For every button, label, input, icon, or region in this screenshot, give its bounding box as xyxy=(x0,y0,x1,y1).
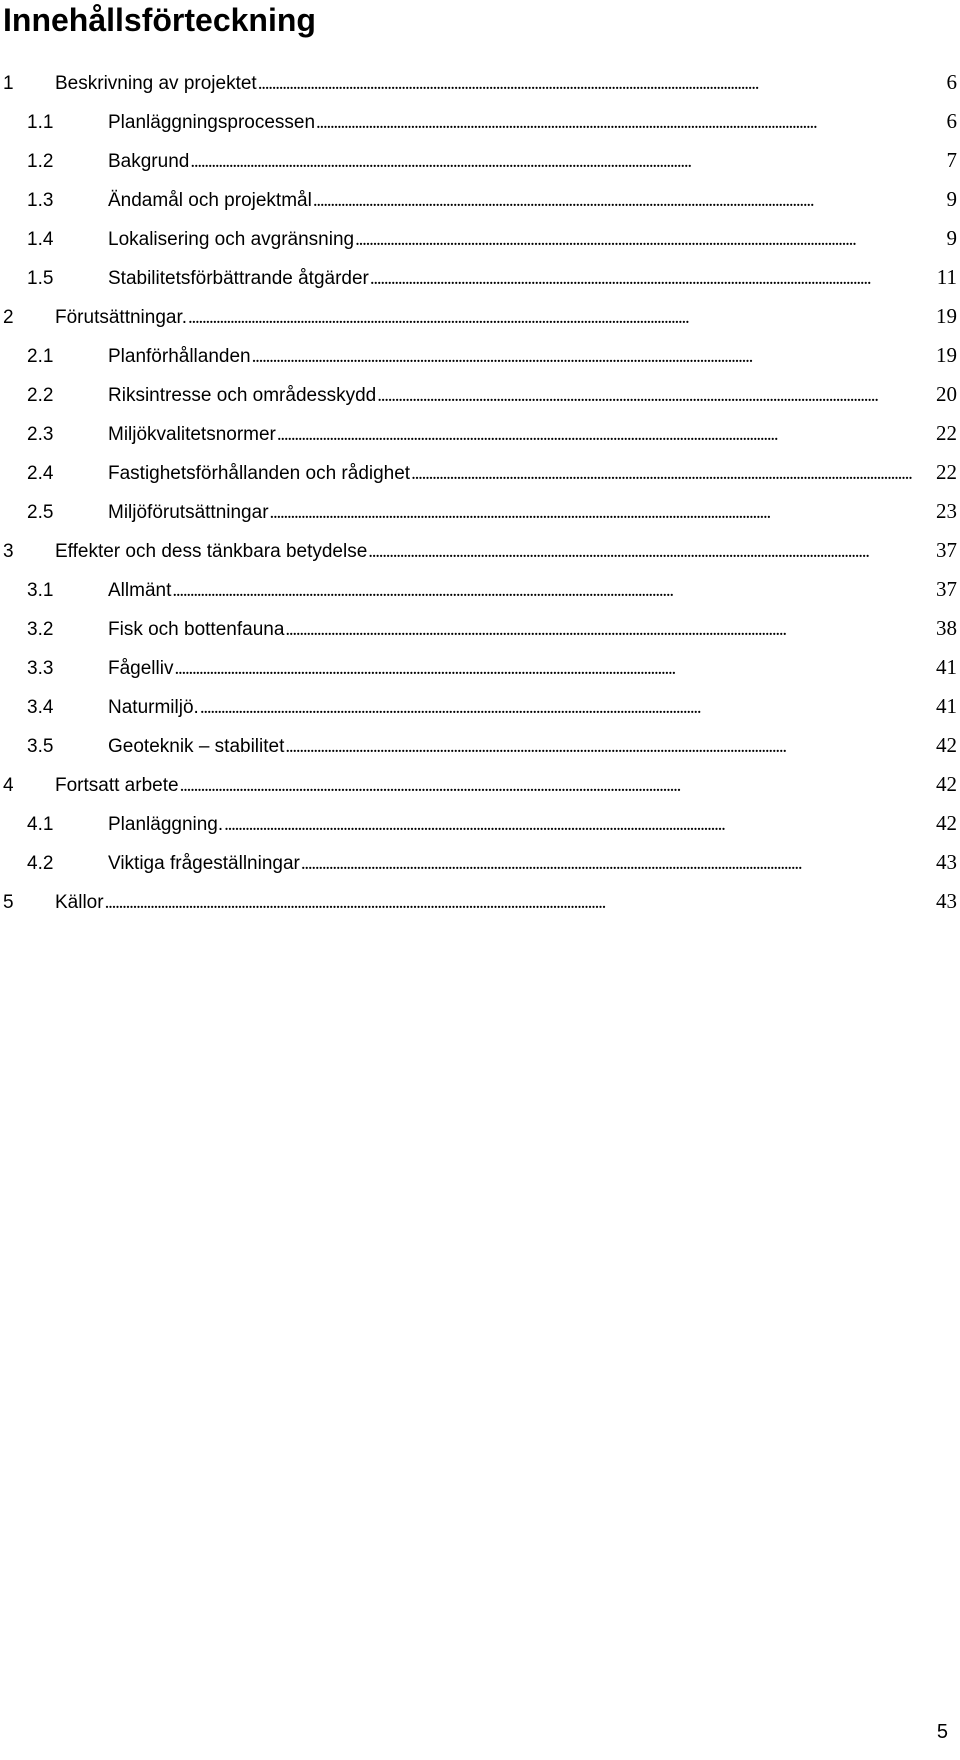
toc-entry-line xyxy=(27,804,957,843)
toc-entry-number: 2 xyxy=(3,307,14,328)
toc-entry[interactable] xyxy=(0,219,960,258)
toc-entry-line xyxy=(27,180,957,219)
toc-entry-title: Miljöförutsättningar xyxy=(108,502,269,523)
toc-entry[interactable] xyxy=(0,804,960,843)
toc-entry-title: Beskrivning av projektet xyxy=(55,73,257,94)
toc-entry-page: 41 xyxy=(936,655,957,679)
toc-entry-line xyxy=(27,375,957,414)
toc-entry-title: Förutsättningar. xyxy=(55,307,188,328)
toc-dot-leader xyxy=(276,415,935,453)
toc-dot-leader xyxy=(376,376,935,414)
toc-entry[interactable] xyxy=(0,726,960,765)
toc-entry[interactable] xyxy=(0,414,960,453)
toc-entry[interactable] xyxy=(0,258,960,297)
toc-entry-line xyxy=(27,453,957,492)
toc-entry-line xyxy=(27,843,957,882)
toc-entry[interactable] xyxy=(0,453,960,492)
toc-entry[interactable] xyxy=(0,765,960,804)
toc-entry[interactable] xyxy=(0,843,960,882)
toc-entry-title: Planförhållanden xyxy=(108,346,251,367)
toc-entry[interactable] xyxy=(0,63,960,102)
toc-entry[interactable] xyxy=(0,336,960,375)
toc-dot-leader xyxy=(300,844,935,882)
toc-entry-number: 2.2 xyxy=(27,385,54,406)
toc-entry-line xyxy=(27,258,957,297)
toc-entry-number: 3.4 xyxy=(27,697,54,718)
toc-entry-line xyxy=(3,765,957,804)
toc-entry-title: Fågelliv xyxy=(108,658,174,679)
toc-entry-title: Fortsatt arbete xyxy=(55,775,179,796)
toc-entry-line xyxy=(27,570,957,609)
toc-dot-leader xyxy=(410,454,935,492)
toc-entry-line xyxy=(3,531,957,570)
toc-dot-leader xyxy=(367,532,935,570)
toc-entry[interactable] xyxy=(0,102,960,141)
toc-entry[interactable] xyxy=(0,375,960,414)
toc-entry-page: 9 xyxy=(946,226,957,250)
toc-dot-leader xyxy=(171,571,935,609)
toc-entry-number: 1.5 xyxy=(27,268,54,289)
toc-dot-leader xyxy=(251,337,935,375)
toc-entry-title: Riksintresse och områdesskydd xyxy=(108,385,377,406)
toc-entry-number: 5 xyxy=(3,892,14,913)
toc-entry-title: Allmänt xyxy=(108,580,172,601)
toc-entry-line xyxy=(27,687,957,726)
toc-entry-page: 11 xyxy=(936,265,957,289)
toc-entry-page: 6 xyxy=(946,70,957,94)
toc-dot-leader xyxy=(312,181,946,219)
toc-entry[interactable] xyxy=(0,531,960,570)
toc-dot-leader xyxy=(199,688,935,726)
page-number: 5 xyxy=(936,1721,948,1743)
toc-entry-page: 37 xyxy=(936,538,957,562)
toc-entry-title: Fastighetsförhållanden och rådighet xyxy=(108,463,411,484)
toc-dot-leader xyxy=(354,220,945,258)
toc-entry-line xyxy=(27,141,957,180)
toc-dot-leader xyxy=(187,298,935,336)
toc-dot-leader xyxy=(284,610,935,648)
toc-entry[interactable] xyxy=(0,570,960,609)
toc-entry-title: Effekter och dess tänkbara betydelse xyxy=(55,541,368,562)
toc-entry-page: 9 xyxy=(946,187,957,211)
toc-entry-title: Lokalisering och avgränsning xyxy=(108,229,355,250)
toc-dot-leader xyxy=(369,259,936,297)
toc-entry-title: Källor xyxy=(55,892,104,913)
toc-entry-number: 2.5 xyxy=(27,502,54,523)
toc-dot-leader xyxy=(179,766,935,804)
toc-entry-line xyxy=(27,726,957,765)
toc-entry[interactable] xyxy=(0,687,960,726)
toc-entry-title: Stabilitetsförbättrande åtgärder xyxy=(108,268,369,289)
toc-entry-number: 2.3 xyxy=(27,424,54,445)
toc-entry-number: 3 xyxy=(3,541,14,562)
toc-entry[interactable] xyxy=(0,648,960,687)
toc-entry-page: 43 xyxy=(936,889,957,913)
toc-entry-page: 19 xyxy=(936,343,957,367)
toc-entry-page: 37 xyxy=(936,577,957,601)
table-of-contents xyxy=(0,63,960,921)
toc-entry[interactable] xyxy=(0,141,960,180)
toc-entry-title: Naturmiljö. xyxy=(108,697,199,718)
toc-entry[interactable] xyxy=(0,180,960,219)
toc-entry-line xyxy=(27,219,957,258)
toc-entry-page: 23 xyxy=(936,499,957,523)
toc-entry-number: 1.3 xyxy=(27,190,54,211)
toc-entry-page: 42 xyxy=(936,733,957,757)
toc-entry[interactable] xyxy=(0,882,960,921)
toc-entry-title: Viktiga frågeställningar xyxy=(108,853,300,874)
toc-entry-line xyxy=(3,63,957,102)
toc-entry-page: 22 xyxy=(936,460,957,484)
toc-entry-page: 19 xyxy=(936,304,957,328)
toc-entry-line xyxy=(27,609,957,648)
toc-entry-number: 4.1 xyxy=(27,814,54,835)
toc-entry-line xyxy=(27,648,957,687)
toc-entry-page: 6 xyxy=(946,109,957,133)
toc-entry-number: 1.2 xyxy=(27,151,54,172)
toc-dot-leader xyxy=(284,727,935,765)
toc-entry-number: 2.1 xyxy=(27,346,54,367)
toc-entry-line xyxy=(3,882,957,921)
toc-entry-page: 22 xyxy=(936,421,957,445)
toc-dot-leader xyxy=(173,649,935,687)
toc-entry-title: Planläggningsprocessen xyxy=(108,112,316,133)
toc-entry-number: 1.1 xyxy=(27,112,54,133)
toc-entry-number: 3.2 xyxy=(27,619,54,640)
toc-entry-line xyxy=(27,414,957,453)
toc-entry-number: 4.2 xyxy=(27,853,54,874)
toc-entry-line xyxy=(27,336,957,375)
toc-entry-title: Geoteknik – stabilitet xyxy=(108,736,285,757)
toc-dot-leader xyxy=(223,805,935,843)
toc-entry-number: 3.5 xyxy=(27,736,54,757)
toc-entry-number: 2.4 xyxy=(27,463,54,484)
toc-entry-title: Bakgrund xyxy=(108,151,190,172)
toc-entry-title: Fisk och bottenfauna xyxy=(108,619,285,640)
toc-entry-line xyxy=(27,492,957,531)
toc-entry-page: 38 xyxy=(936,616,957,640)
toc-entry-page: 41 xyxy=(936,694,957,718)
toc-entry-title: Miljökvalitetsnormer xyxy=(108,424,276,445)
toc-entry-title: Planläggning. xyxy=(108,814,224,835)
page-title: Innehållsförteckning xyxy=(3,2,316,38)
toc-entry-page: 42 xyxy=(936,811,957,835)
toc-dot-leader xyxy=(315,103,945,141)
toc-entry-page: 7 xyxy=(946,148,957,172)
toc-dot-leader xyxy=(257,64,946,102)
toc-entry-number: 1.4 xyxy=(27,229,54,250)
toc-entry-line xyxy=(3,297,957,336)
toc-entry[interactable] xyxy=(0,297,960,336)
toc-entry-number: 3.3 xyxy=(27,658,54,679)
toc-entry-line xyxy=(27,102,957,141)
toc-dot-leader xyxy=(104,883,935,921)
toc-entry-number: 1 xyxy=(3,73,14,94)
toc-entry-page: 20 xyxy=(936,382,957,406)
toc-entry-number: 4 xyxy=(3,775,14,796)
toc-entry-page: 43 xyxy=(936,850,957,874)
toc-entry[interactable] xyxy=(0,609,960,648)
toc-entry-page: 42 xyxy=(936,772,957,796)
toc-dot-leader xyxy=(269,493,935,531)
toc-entry-number: 3.1 xyxy=(27,580,54,601)
toc-entry[interactable] xyxy=(0,492,960,531)
toc-dot-leader xyxy=(189,142,945,180)
toc-entry-title: Ändamål och projektmål xyxy=(108,190,312,211)
